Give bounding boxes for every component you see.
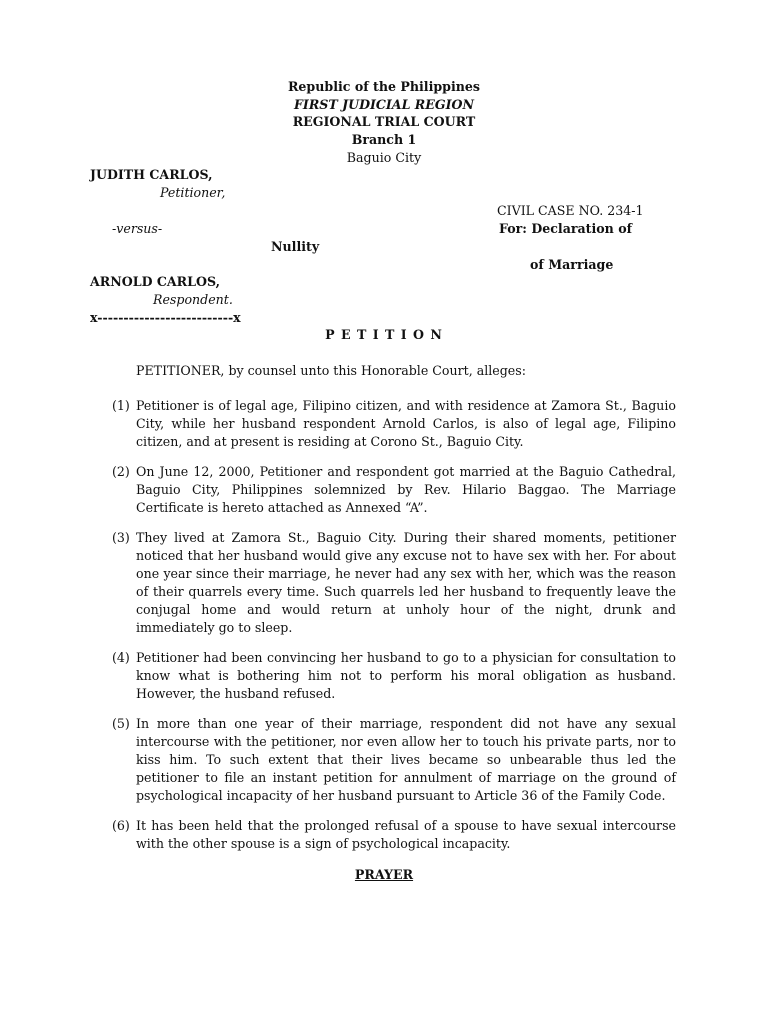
paragraph-text: It has been held that the prolonged refusal of a spouse to have sexual intercourse with the other spouse is a sign of psychological incapacity. <box>136 818 676 851</box>
paragraph-text: In more than one year of their marriage, respondent did not have any sexual intercourse with the petitioner, nor even allow her to touch his private parts, nor to kiss him. To such extent that their lives became so unbearable thus led the petitioner to file an instant petition for annulment of marriage on the ground of psychological incapacity of her husband pursuant to Article 36 of the Family Code. <box>136 716 676 803</box>
paragraph-5 <box>112 715 676 805</box>
paragraph-3 <box>112 529 676 636</box>
paragraph-number: (4) <box>112 650 130 665</box>
of-marriage-label: of Marriage <box>530 257 614 272</box>
prayer-heading: PRAYER <box>354 867 414 882</box>
respondent-role: Respondent. <box>153 292 233 307</box>
header-region: FIRST JUDICIAL REGION <box>293 97 475 112</box>
header-court: REGIONAL TRIAL COURT <box>292 114 476 129</box>
paragraph-text: Petitioner is of legal age, Filipino citizen, and with residence at Zamora St., Baguio City, while her husband respondent Arnold Carlos, is also of legal age, Filipino citizen, and at present is residing at Corono St., Baguio City. <box>136 398 676 449</box>
paragraph-text: They lived at Zamora St., Baguio City. During their shared moments, petitioner noticed that her husband would give any excuse not to have sex with her. For about one year since their marriage, he never had any sex with her, which was the reason of their quarrels every time. Such quarrels led her husband to frequently leave the conjugal home and would return at unholy hour of the night, drunk and immediately go to sleep. <box>136 530 676 635</box>
intro-text: PETITIONER, by counsel unto this Honorable Court, alleges: <box>136 363 526 378</box>
versus-label: -versus- <box>112 221 163 236</box>
case-number: CIVIL CASE NO. 234-1 <box>497 203 644 218</box>
paragraph-1 <box>112 397 676 451</box>
paragraph-6 <box>112 817 676 853</box>
paragraph-number: (6) <box>112 818 130 833</box>
petition-title: P E T I T I O N <box>325 327 443 342</box>
header-republic: Republic of the Philippines <box>287 79 481 94</box>
paragraph-number: (5) <box>112 716 130 731</box>
paragraph-number: (2) <box>112 464 130 479</box>
respondent-name: ARNOLD CARLOS, <box>90 274 220 289</box>
petitioner-role: Petitioner, <box>160 185 226 200</box>
paragraph-text: Petitioner had been convincing her husband to go to a physician for consultation to know what is bothering him not to perform his moral obligation as husband. However, the husband refused. <box>136 650 676 701</box>
paragraph-2 <box>112 463 676 517</box>
header-branch: Branch 1 <box>351 132 417 147</box>
caption-separator: x--------------------------x <box>90 310 241 325</box>
petitioner-name: JUDITH CARLOS, <box>90 167 213 182</box>
nullity-label: Nullity <box>271 239 320 254</box>
paragraph-number: (1) <box>112 398 130 413</box>
header-city: Baguio City <box>346 150 422 165</box>
for-declaration: For: Declaration of <box>499 221 633 236</box>
paragraph-text: On June 12, 2000, Petitioner and respondent got married at the Baguio Cathedral, Baguio City, Philippines solemnized by Rev. Hilario Baggao. The Marriage Certificate is hereto attached as Annexed “A”. <box>136 464 676 515</box>
paragraph-number: (3) <box>112 530 130 545</box>
paragraph-4 <box>112 649 676 703</box>
